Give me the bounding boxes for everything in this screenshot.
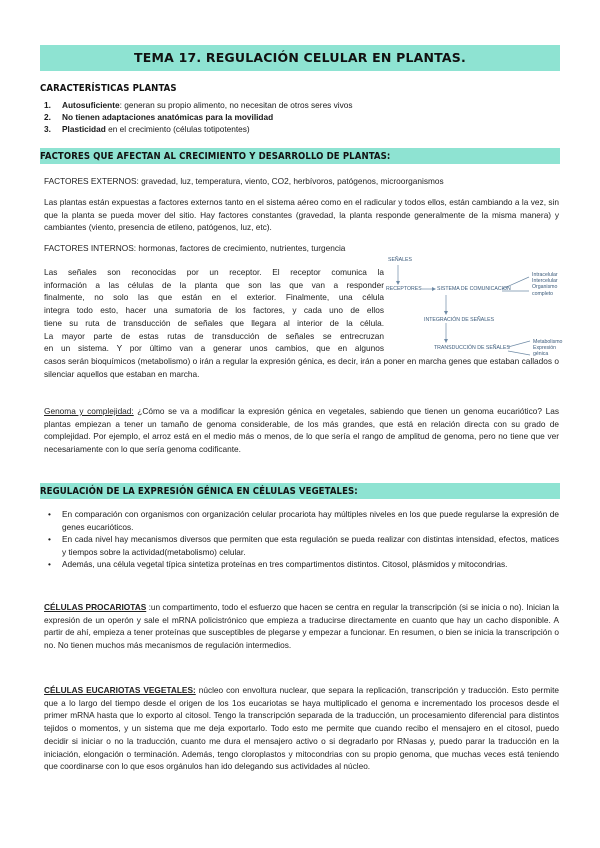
bullet-list xyxy=(44,508,559,571)
bullet-text: En cada nivel hay mecanismos diversos que permiten que esta regulación se pueda realizar con distintas intensidad, efectos, matices y tiempos sobre la actividad(metabolismo) celular. xyxy=(62,534,559,557)
diagram-side-list-1 xyxy=(532,272,558,297)
list-item-bold: Autosuficiente xyxy=(62,100,120,110)
paragraph-senales-tail: casos serán bioquímicos (metabolismo) o irán a regular la expresión génica, es decir, irán a poner en marcha genes que estaban callados o silenciar aquellos que estaban en marcha. xyxy=(44,356,559,379)
diagram-side-item: Intracelular xyxy=(532,272,558,278)
diagram-side-list-2 xyxy=(533,339,562,358)
eucariotas-text: núcleo con envoltura nuclear, que separa la replicación, transcripción y traducción. Esto permite que a lo largo del tiempo desde el origen de los 1os eucariotas se haya multiplicado el genoma e incrementado los procesos desde el primer mRNA hasta que lo exporto al citosol. Tengo la transcripción separada de la traducción, un procesamiento diferencial para distintos tejidos o momentos, y un sistema que me deja exportarlo. Todo esto me permite que cuando recibo el mensajero en el citosol, puedo decidir si iniciar o no la traducción, cuanto me dura el mensajero activo o si degradarlo por RNasas y, puedo parar la traducción en la iniciación, elongación o terminación. Además, tengo cloroplastos y mitocondrias con su propio genoma, que muchas veces está teniendo que coordinarse con lo que esos orgánulos han ido delegando sus actividades al núcleo. xyxy=(44,685,559,772)
diagram-label-senales: SEÑALES xyxy=(388,257,412,263)
diagram-label-transduccion: TRANSDUCCIÓN DE SEÑALES xyxy=(434,345,510,351)
paragraph-line: finalmente, no solo las que están en el exterior. Finalmente, una célula xyxy=(44,292,384,303)
diagram-side-item: Metabolismo xyxy=(533,339,563,345)
paragraph-factores-externos: Las plantas están expuestas a factores externos tanto en el sistema aéreo como en el radicular y todos ellos, están cambiando a la vez, sin que la planta se pueda mover del sitio. Hay factores constantes (gravedad, la planta responde generalmente de la misma manera) y cambiantes (viento, presencia de etileno, patógenos, luz, etc). xyxy=(44,197,559,233)
procariotas-label: CÉLULAS PROCARIOTAS xyxy=(44,602,147,612)
bullet-icon: • xyxy=(48,534,51,545)
bullet-icon: • xyxy=(48,559,51,570)
diagram-label-integracion: INTEGRACIÓN DE SEÑALES xyxy=(424,317,495,323)
list-item xyxy=(44,123,250,135)
list-item-bold: Plasticidad xyxy=(62,124,106,134)
factores-internos-label: FACTORES INTERNOS xyxy=(44,243,134,253)
list-item-text: : generan su propio alimento, no necesitan de otros seres vivos xyxy=(119,100,353,110)
factores-externos xyxy=(44,175,559,188)
paragraph-procariotas xyxy=(44,601,559,652)
diagram-side-item: génica xyxy=(533,351,549,358)
list-number: 2. xyxy=(44,112,51,122)
list-item-bold: No tienen adaptaciones anatómicas para la movilidad xyxy=(62,112,274,122)
eucariotas-label: CÉLULAS EUCARIOTAS VEGETALES: xyxy=(44,685,196,695)
list-item-text: en el crecimiento (células totipotentes) xyxy=(105,124,250,134)
section-heading-factores: FACTORES QUE AFECTAN AL CRECIMIENTO Y DESARROLLO DE PLANTAS: xyxy=(40,151,391,162)
diagram-side-item: Organismo xyxy=(532,284,558,291)
bullet-item xyxy=(44,533,559,558)
list-number: 3. xyxy=(44,124,51,134)
list-item xyxy=(44,99,353,111)
diagram-label-sistema: SISTEMA DE COMUNICACION xyxy=(437,286,511,292)
section-heading-regulacion: REGULACIÓN DE LA EXPRESIÓN GÉNICA EN CÉLULAS VEGETALES: xyxy=(40,486,358,497)
paragraph-line: tiene su ruta de transducción de señales que llegara al interior de la célula. xyxy=(44,317,384,328)
genoma-text: ¿Cómo se va a modificar la expresión génica en vegetales, sabiendo que tienen un genoma eucariótico? Las plantas empiezan a tener un tamaño de genoma considerable, de los más grandes, que está en relación directa con su grado de complejidad. Por ejemplo, el arroz está en el medio más o menos, de lo que sería el rango de amplitud de genoma, pero no tiene que ver necesariamente con lo que sería genoma codificante. xyxy=(44,406,559,455)
paragraph-line: integra todo esto, hacer una sumatoria de los factores, y cada uno de ellos xyxy=(44,305,384,316)
bullet-icon: • xyxy=(48,509,51,519)
procariotas-text: :un compartimento, todo el esfuerzo que hacen se centra en regular la transcripción (si se inicia o no). Inician la expresión de un operón y sale el mRNA policistrónico que empieza a traducirse directamente en cuanto que hay un cacho disponible. A partir de ahí, empieza a tener proteínas que susceptibles de plegarse y empezar a funcionar. En resumen, o bien se inicia la transcripción o no. No tienen muchos más mecanismos de regulación intermedios. xyxy=(44,602,559,651)
factores-internos xyxy=(44,242,559,255)
list-item xyxy=(44,111,273,123)
bullet-text: Además, una célula vegetal típica sintetiza proteínas en tres compartimentos distintos. Citosol, plásmidos y mitocondrias. xyxy=(62,559,508,570)
page-title: TEMA 17. REGULACIÓN CELULAR EN PLANTAS. xyxy=(134,50,466,65)
factores-externos-text: : gravedad, luz, temperatura, viento, CO2, herbívoros, patógenos, microorganismos xyxy=(136,176,444,186)
diagram-side-item: completo xyxy=(532,290,554,297)
diagram-side-item: Expresión xyxy=(533,345,557,352)
paragraph-line: La mayor parte de estas rutas de transducción de señales se entrecruzan xyxy=(44,330,384,341)
section-heading-caracteristicas: CARACTERÍSTICAS PLANTAS xyxy=(40,83,177,94)
paragraph-line: en un sistema. Y por último van a generar unos cambios, que en algunos xyxy=(44,343,384,354)
factores-internos-text: : hormonas, factores de crecimiento, nutrientes, turgencia xyxy=(133,243,346,253)
diagram-label-receptores: RECEPTORES xyxy=(386,286,422,292)
bullet-item xyxy=(44,558,559,571)
paragraph-genoma xyxy=(44,405,559,456)
paragraph-senales xyxy=(44,266,384,355)
title-bar xyxy=(40,45,560,71)
paragraph-line: Las señales son reconocidas por un receptor. El receptor comunica la xyxy=(44,267,384,277)
bullet-text: En comparación con organismos con organización celular procariota hay múltiples niveles en los que puede regularse la expresión de genes eucarióticos. xyxy=(62,509,559,532)
bullet-item xyxy=(44,508,559,533)
paragraph-eucariotas xyxy=(44,684,559,773)
genoma-label: Genoma y complejidad: xyxy=(44,406,134,416)
factores-externos-label: FACTORES EXTERNOS xyxy=(44,176,137,186)
signal-diagram xyxy=(384,255,564,375)
paragraph-line: información a las células de la planta que son las que van a responder xyxy=(44,279,384,290)
diagram-side-item: Intercelular xyxy=(532,278,558,285)
list-number: 1. xyxy=(44,100,51,110)
